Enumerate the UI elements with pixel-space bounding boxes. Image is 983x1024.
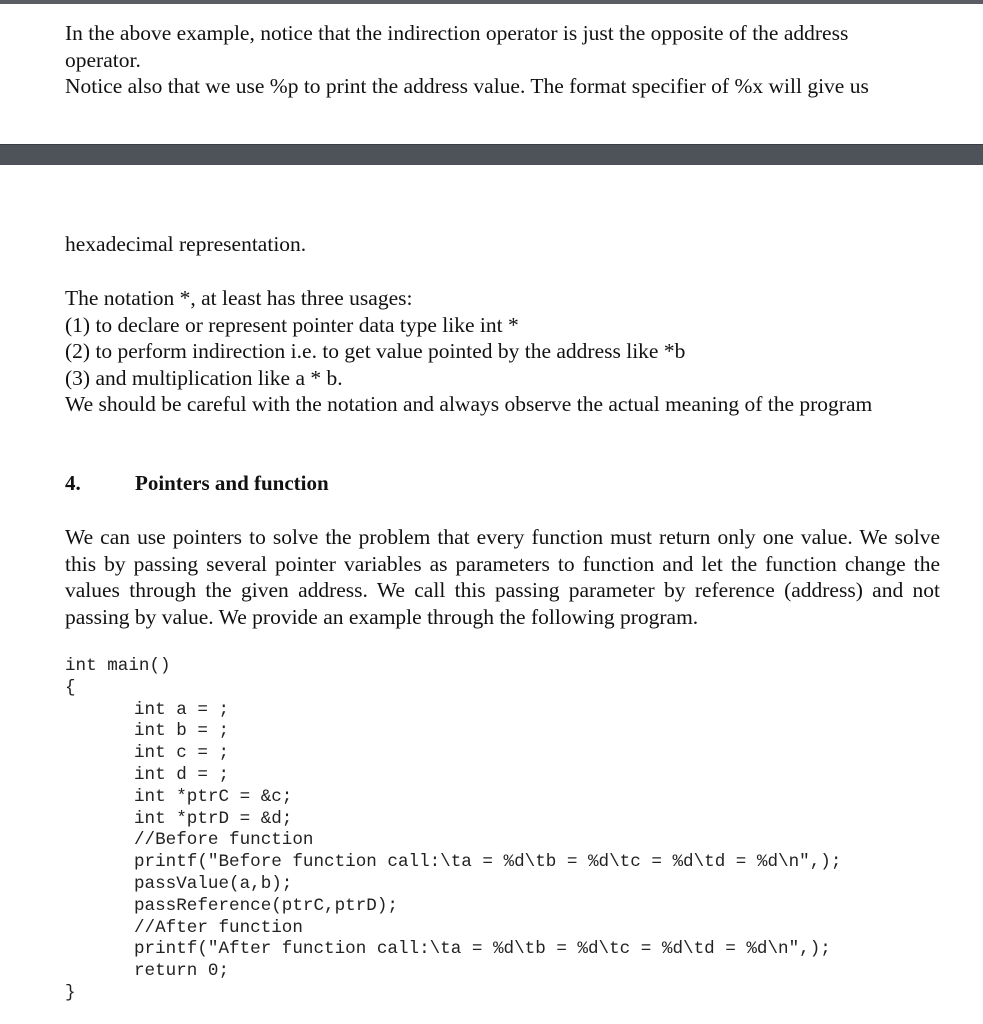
top-paragraph-line-2: operator. [65, 47, 141, 72]
top-page-edge [0, 0, 983, 4]
page-break-separator [0, 144, 983, 165]
code-line: passReference(ptrC,ptrD); [134, 895, 398, 916]
section-number: 4. [65, 471, 81, 495]
code-close-brace: } [65, 982, 76, 1003]
continuation-text [65, 231, 940, 258]
code-line: return 0; [134, 961, 230, 982]
top-paragraph-line-1: In the above example, notice that the indirection operator is just the opposite of the address [65, 21, 849, 45]
section-paragraph: We can use pointers to solve the problem that every function must return only one value. We solve this by passing several pointer variables as parameters to function and let the function change the values through the given address. We call this passing parameter by reference (address) and not passing by value. We provide an example through the following program. [65, 525, 940, 629]
notation-paragraph [65, 285, 940, 418]
notation-item-3: (3) and multiplication like a * b. [65, 365, 343, 390]
code-line: printf("Before function call:\ta = %d\tb = %d\tc = %d\td = %d\n",); [134, 852, 842, 873]
code-line: int b = ; [134, 721, 230, 742]
notation-item-1: (1) to declare or represent pointer data type like int * [65, 312, 519, 337]
continuation-line: hexadecimal representation. [65, 232, 307, 256]
code-listing [65, 656, 841, 1005]
code-comment: //After function [134, 917, 303, 938]
code-line: printf("After function call:\ta = %d\tb = %d\tc = %d\td = %d\n",); [134, 939, 831, 960]
notation-note: We should be careful with the notation and always observe the actual meaning of the program [65, 392, 873, 417]
notation-item-2: (2) to perform indirection i.e. to get value pointed by the address like *b [65, 339, 686, 364]
top-paragraph-line-3: Notice also that we use %p to print the address value. The format specifier of %x will give us [65, 74, 869, 99]
code-line: passValue(a,b); [134, 873, 293, 894]
code-line: int d = ; [134, 764, 230, 785]
code-comment: //Before function [134, 830, 314, 851]
notation-intro: The notation *, at least has three usages: [65, 286, 413, 310]
code-open-brace: { [65, 677, 76, 698]
code-line: int *ptrC = &c; [134, 786, 293, 807]
code-main-signature: int main() [65, 656, 171, 676]
code-line: int c = ; [134, 743, 230, 764]
section-title: Pointers and function [135, 471, 329, 495]
code-line: int *ptrD = &d; [134, 808, 293, 829]
code-line: int a = ; [134, 699, 230, 720]
top-paragraph [65, 20, 940, 100]
